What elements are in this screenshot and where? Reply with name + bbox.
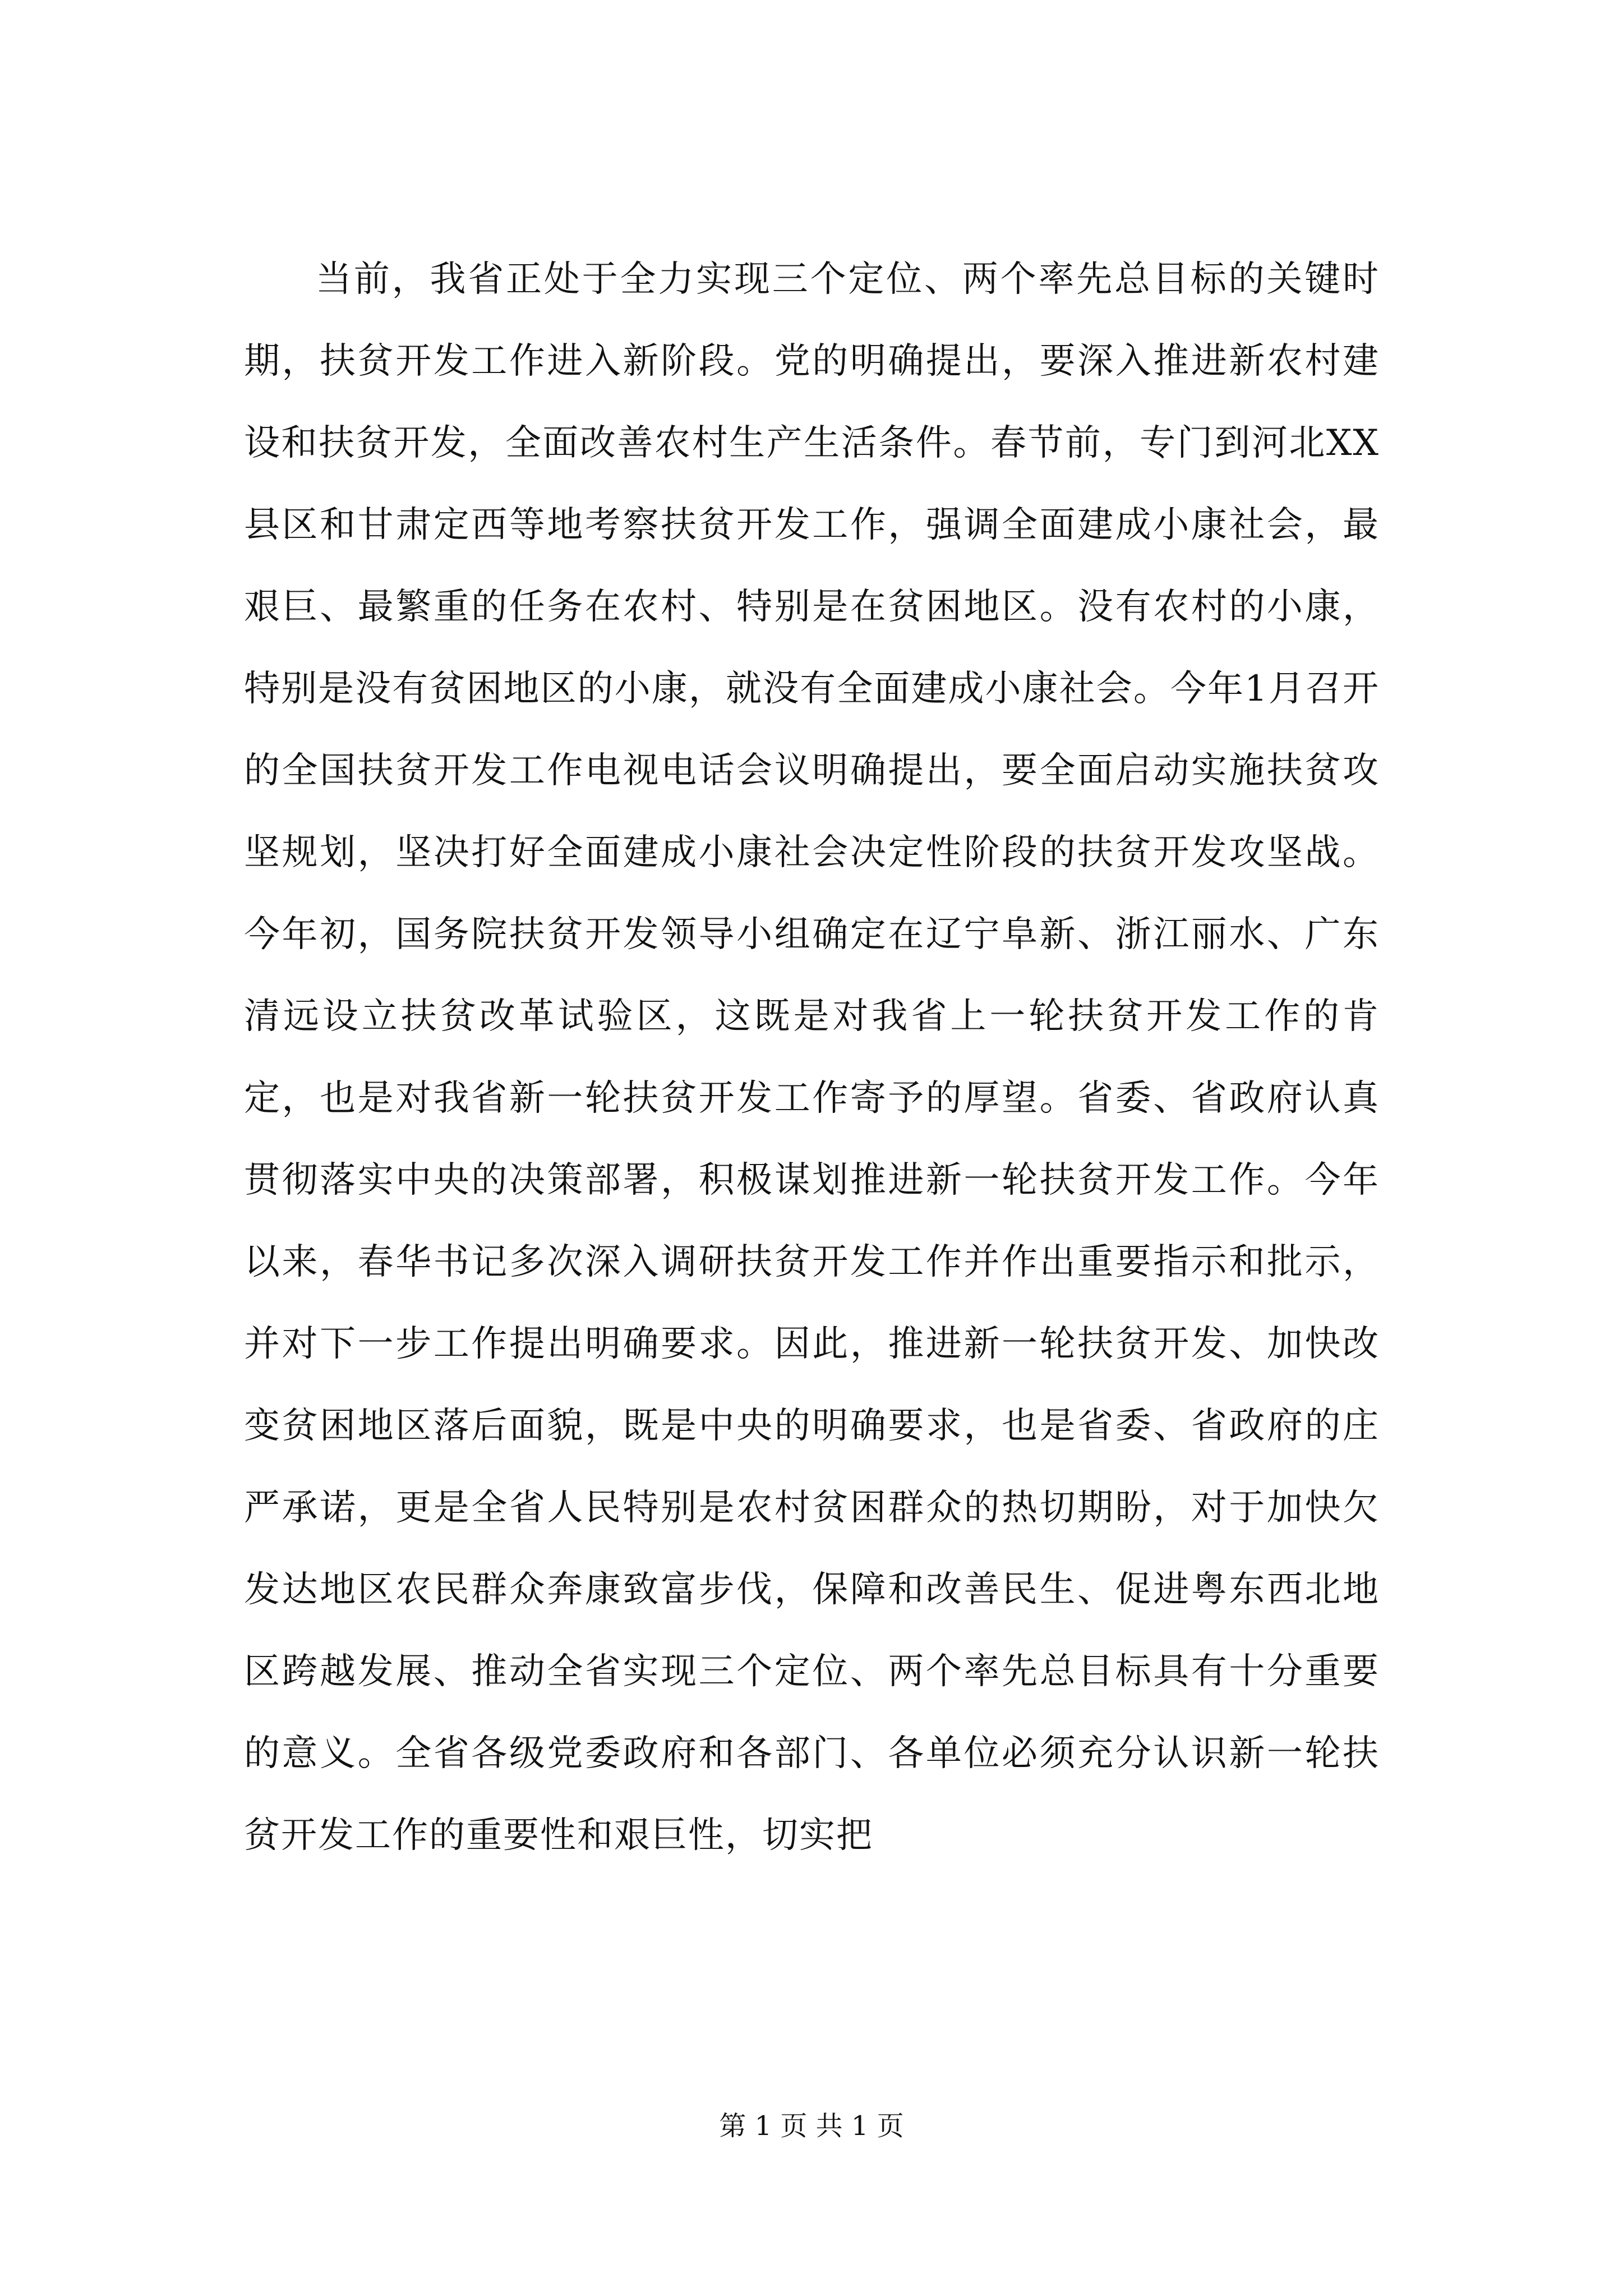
page-footer: 第 1 页 共 1 页 xyxy=(719,2110,904,2142)
document-body xyxy=(244,238,1380,1876)
body-paragraph: 当前，我省正处于全力实现三个定位、两个率先总目标的关键时期，扶贫开发工作进入新阶段。党的明确提出，要深入推进新农村建设和扶贫开发，全面改善农村生产生活条件。春节前，专门到河北XX县区和甘肃定西等地考察扶贫开发工作，强调全面建成小康社会，最艰巨、最繁重的任务在农村、特别是在贫困地区。没有农村的小康，特别是没有贫困地区的小康，就没有全面建成小康社会。今年1月召开的全国扶贫开发工作电视电话会议明确提出，要全面启动实施扶贫攻坚规划，坚决打好全面建成小康社会决定性阶段的扶贫开发攻坚战。今年初，国务院扶贫开发领导小组确定在辽宁阜新、浙江丽水、广东清远设立扶贫改革试验区，这既是对我省上一轮扶贫开发工作的肯定，也是对我省新一轮扶贫开发工作寄予的厚望。省委、省政府认真贯彻落实中央的决策部署，积极谋划推进新一轮扶贫开发工作。今年以来，春华书记多次深入调研扶贫开发工作并作出重要指示和批示，并对下一步工作提出明确要求。因此，推进新一轮扶贫开发、加快改变贫困地区落后面貌，既是中央的明确要求，也是省委、省政府的庄严承诺，更是全省人民特别是农村贫困群众的热切期盼，对于加快欠发达地区农民群众奔康致富步伐，保障和改善民生、促进粤东西北地区跨越发展、推动全省实现三个定位、两个率先总目标具有十分重要的意义。全省各级党委政府和各部门、各单位必须充分认识新一轮扶贫开发工作的重要性和艰巨性，切实把 xyxy=(244,259,1380,1856)
